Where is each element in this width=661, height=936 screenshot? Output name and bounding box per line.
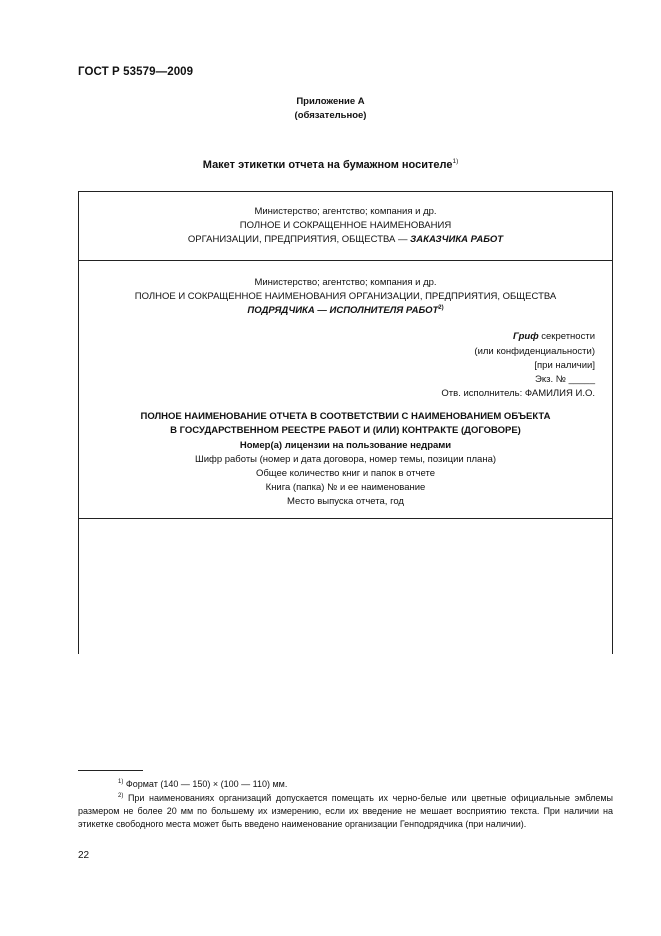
customer-role: ЗАКАЗЧИКА РАБОТ (410, 234, 504, 245)
issue-place-year: Место выпуска отчета, год (287, 496, 404, 507)
total-books: Общее количество книг и папок в отчете (255, 468, 436, 479)
appendix-subtitle: (обязательное) (294, 110, 367, 121)
contractor-footnote-mark: 2) (438, 305, 444, 311)
divider-report (78, 518, 613, 519)
page-number: 22 (78, 850, 90, 861)
footnote-1-text: Формат (140 — 150) × (100 — 110) мм. (125, 779, 288, 789)
contractor-role: ПОДРЯДЧИКА — ИСПОЛНИТЕЛЯ РАБОТ (247, 305, 439, 316)
customer-name-line: ПОЛНОЕ И СОКРАЩЕННОЕ НАИМЕНОВАНИЯ (239, 220, 452, 231)
footnote-2-text: При наименованиях организаций допускается помещать их черно-белые или цветные официальные эмблемы размером не более 20 мм по большему их измерению, если их введение не мешает восприятию текста. При наличии на этикетке свободного места может быть введено наименование организации Генподрядчика (при наличии). (78, 793, 613, 829)
contractor-ministry-line: Министерство; агентство; компания и др. (254, 277, 437, 288)
secrecy-grif-line (513, 331, 595, 342)
responsible-executor: Отв. исполнитель: ФАМИЛИЯ И.О. (441, 388, 595, 399)
report-name-line1: ПОЛНОЕ НАИМЕНОВАНИЕ ОТЧЕТА В СООТВЕТСТВИИ С НАИМЕНОВАНИЕМ ОБЪЕКТА (140, 411, 551, 422)
secrecy-if-present: [при наличии] (534, 360, 595, 371)
footnote-rule (78, 770, 143, 771)
title-footnote-mark: 1) (452, 158, 459, 165)
footnote-2-mark: 2) (118, 793, 124, 799)
book-number: Книга (папка) № и ее наименование (265, 482, 426, 493)
contractor-name-line: ПОЛНОЕ И СОКРАЩЕННОЕ НАИМЕНОВАНИЯ ОРГАНИЗАЦИИ, ПРЕДПРИЯТИЯ, ОБЩЕСТВА (134, 291, 557, 302)
grif-rest: секретности (538, 331, 595, 342)
divider-customer (78, 260, 613, 261)
title-text: Макет этикетки отчета на бумажном носителе (202, 159, 453, 171)
report-name-line2: В ГОСУДАРСТВЕННОМ РЕЕСТРЕ РАБОТ И (ИЛИ) КОНТРАКТЕ (ДОГОВОРЕ) (170, 425, 521, 436)
footnote-1-mark: 1) (118, 779, 124, 785)
secrecy-confidentiality: (или конфиденциальности) (474, 346, 595, 357)
contractor-role-line (78, 305, 613, 316)
footnote-1 (78, 776, 613, 791)
grif-label: Гриф (513, 331, 539, 342)
footnote-2 (78, 790, 613, 831)
customer-ministry-line: Министерство; агентство; компания и др. (254, 206, 437, 217)
customer-org-prefix: ОРГАНИЗАЦИИ, ПРЕДПРИЯТИЯ, ОБЩЕСТВА — (187, 234, 411, 245)
customer-org-line (78, 234, 613, 245)
copy-number: Экз. № _____ (535, 374, 595, 385)
work-cipher: Шифр работы (номер и дата договора, номер темы, позиции плана) (194, 454, 497, 465)
page-title (0, 158, 661, 171)
standard-header: ГОСТ Р 53579—2009 (78, 66, 194, 78)
license-number: Номер(а) лицензии на пользование недрами (239, 440, 452, 451)
appendix-title: Приложение А (296, 96, 365, 107)
